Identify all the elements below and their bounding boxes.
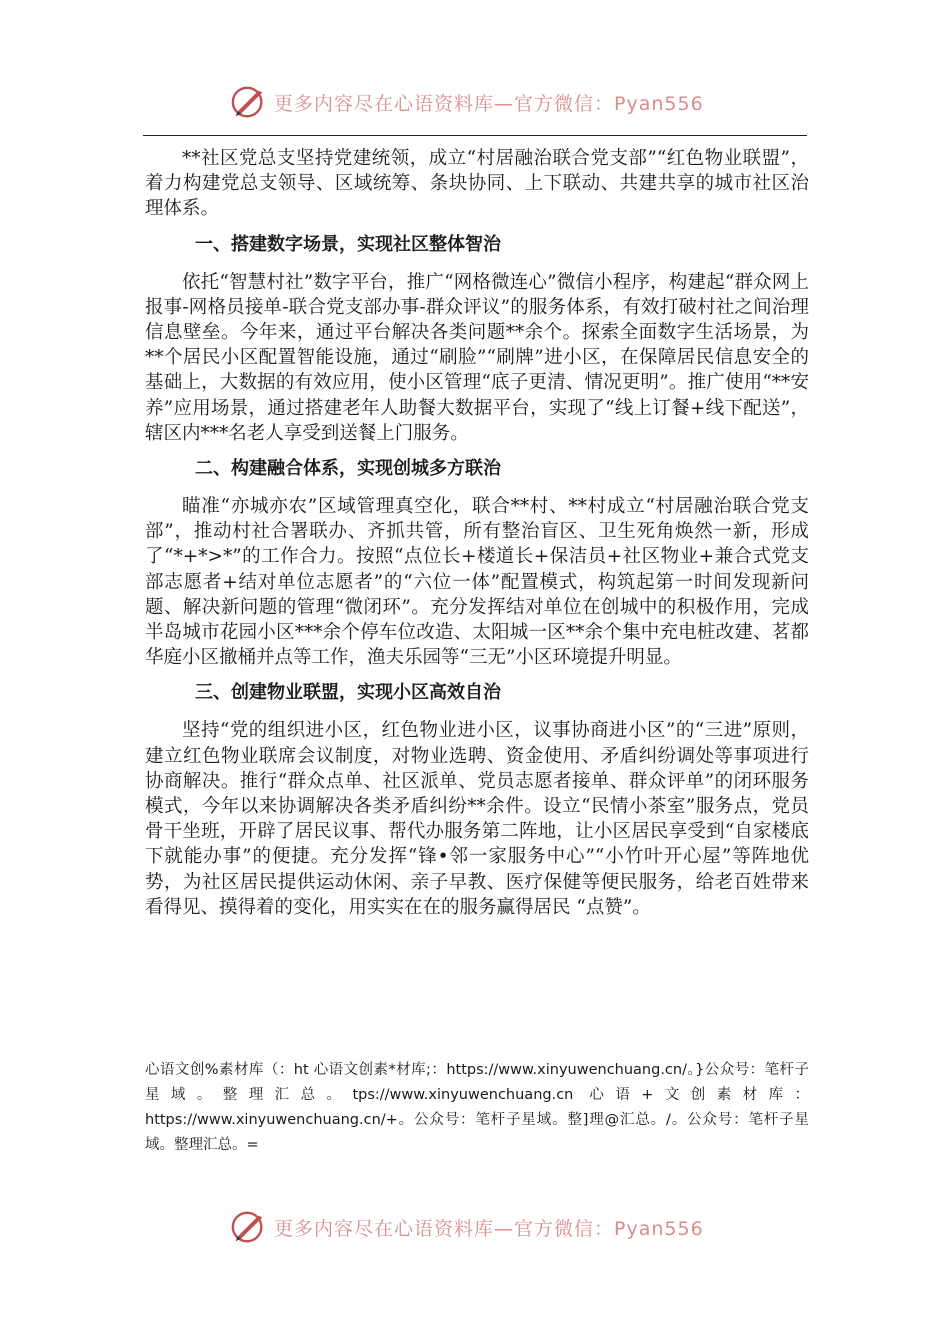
header-divider (143, 135, 807, 136)
pen-in-circle-icon (230, 83, 268, 121)
section-heading-3: 三、创建物业联盟，实现小区高效自治 (195, 682, 501, 704)
section-body-3: 坚持“党的组织进小区，红色物业进小区，议事协商进小区”的“三进”原则，建立红色物业联席会议制度，对物业选聘、资金使用、矛盾纠纷调处等事项进行协商解决。推行“群众点单、社区派单、党员志愿者接单、群众评单”的闭环服务模式，今年以来协调解决各类矛盾纠纷**余件。设立“民情小茶室”服务点，党员骨干坐班，开辟了居民议事、帮代办服务第二阵地，让小区居民享受到“自家楼底下就能办事”的便捷。充分发挥“锋•邻一家服务中心”“小竹叶开心屋”等阵地优势，为社区居民提供运动休闲、亲子早教、医疗保健等便民服务，给老百姓带来看得见、摸得着的变化，用实实在在的服务赢得居民 “点赞”。 (145, 720, 809, 918)
header-banner (230, 82, 730, 122)
source-note: 心语文创%素材库（：ht 心语文创素*材库;：https://www.xinyuwenchuang.cn/。}公众号：笔杆子星域。整理汇总。tps://www.xinyuwenchuang.cn 心语+文创素材库：https://www.xinyuwenchuang.cn/+。公众号：笔杆子星域。整]理@汇总。/。公众号：笔杆子星域。整理汇总。= (145, 1062, 809, 1153)
footer-banner (230, 1207, 730, 1247)
intro-paragraph: **社区党总支坚持党建统领，成立“村居融治联合党支部”“红色物业联盟”，着力构建党总支领导、区域统筹、条块协同、上下联动、共建共享的城市社区治理体系。 (145, 148, 809, 220)
pen-in-circle-icon (230, 1208, 268, 1246)
banner-text: 更多内容尽在心语资料库—官方微信：Pyan556 (274, 92, 704, 115)
document-body (145, 146, 809, 920)
section-body-2: 瞄准“亦城亦农”区域管理真空化，联合**村、**村成立“村居融治联合党支部”，推动村社合署联办、齐抓共管，所有整治盲区、卫生死角焕然一新，形成了“*+*>*”的工作合力。按照“点位长+楼道长+保洁员+社区物业+兼合式党支部志愿者+结对单位志愿者”的“六位一体”配置模式，构筑起第一时间发现新问题、解决新问题的管理“微闭环”。充分发挥结对单位在创城中的积极作用，完成半岛城市花园小区***余个停车位改造、太阳城一区**余个集中充电桩改建、茗都华庭小区撤桶并点等工作，渔夫乐园等“三无”小区环境提升明显。 (145, 496, 809, 669)
section-heading-1: 一、搭建数字场景，实现社区整体智治 (195, 233, 501, 255)
section-heading-2: 二、构建融合体系，实现创城多方联治 (195, 458, 501, 480)
section-body-1: 依托“智慧村社”数字平台，推广“网格微连心”微信小程序，构建起“群众网上报事-网格员接单-联合党支部办事-群众评议”的服务体系，有效打破村社之间治理信息壁垒。今年来，通过平台解决各类问题**余个。探索全面数字生活场景，为**个居民小区配置智能设施，通过“刷脸”“刷牌”进小区，在保障居民信息安全的基础上，大数据的有效应用，使小区管理“底子更清、情况更明”。推广使用“**安养”应用场景，通过搭建老年人助餐大数据平台，实现了“线上订餐+线下配送”，辖区内***名老人享受到送餐上门服务。 (145, 271, 809, 444)
banner-text: 更多内容尽在心语资料库—官方微信：Pyan556 (274, 1217, 704, 1240)
